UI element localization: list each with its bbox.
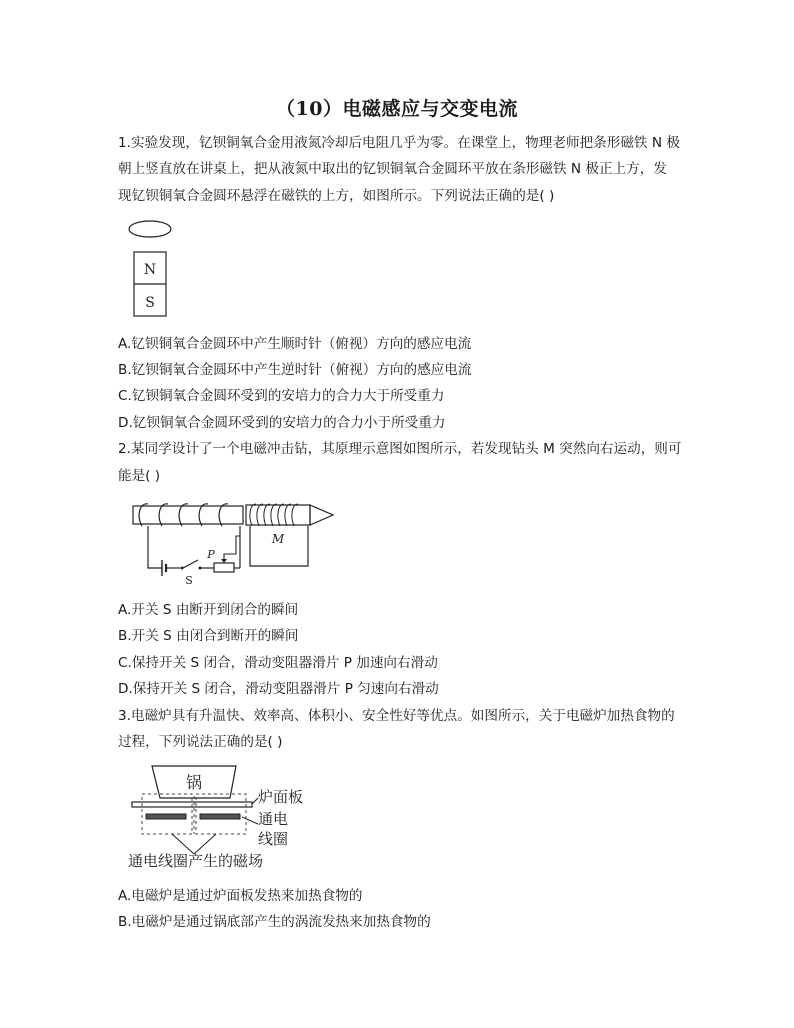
q3-figure-induction-cooker bbox=[124, 762, 314, 874]
solenoid-core bbox=[133, 506, 243, 524]
q3-option-b: B.电磁炉是通过锅底部产生的涡流发热来加热食物的 bbox=[118, 914, 431, 930]
q1-line-1: 1.实验发现，钇钡铜氧合金用液氮冷却后电阻几乎为零。在课堂上，物理老师把条形磁铁 N 极 bbox=[118, 135, 680, 151]
drill-coil bbox=[250, 504, 298, 526]
q3-option-a: A.电磁炉是通过炉面板发热来加热食物的 bbox=[118, 888, 363, 904]
superconducting-ring bbox=[129, 221, 171, 237]
q1-option-c: C.钇钡铜氧合金圆环受到的安培力的合力大于所受重力 bbox=[118, 388, 445, 404]
q2-option-d: D.保持开关 S 闭合，滑动变阻器滑片 P 匀速向右滑动 bbox=[118, 681, 439, 697]
q2-figure-impact-drill-circuit bbox=[128, 496, 338, 588]
q2-option-b: B.开关 S 由闭合到断开的瞬间 bbox=[118, 628, 299, 644]
q1-option-a: A.钇钡铜氧合金圆环中产生顺时针（俯视）方向的感应电流 bbox=[118, 336, 472, 352]
q1-line-3: 现钇钡铜氧合金圆环悬浮在磁铁的上方，如图所示。下列说法正确的是( ) bbox=[118, 188, 555, 204]
coil-label-1: 通电 bbox=[258, 810, 289, 828]
panel-label: 炉面板 bbox=[258, 788, 304, 806]
rheostat-slider bbox=[224, 536, 240, 562]
q1-figure-magnet-ring bbox=[124, 216, 184, 320]
switch bbox=[183, 560, 198, 568]
q2-option-c: C.保持开关 S 闭合，滑动变阻器滑片 P 加速向右滑动 bbox=[118, 655, 438, 671]
coil-left bbox=[146, 814, 186, 819]
q1-option-d: D.钇钡铜氧合金圆环受到的安培力的合力小于所受重力 bbox=[118, 415, 446, 431]
page-title: （10）电磁感应与交变电流 bbox=[276, 98, 518, 120]
pot-label: 锅 bbox=[185, 773, 203, 792]
q2-option-a: A.开关 S 由断开到闭合的瞬间 bbox=[118, 602, 299, 618]
q3-line-1: 3.电磁炉具有升温快、效率高、体积小、安全性好等优点。如图所示，关于电磁炉加热食物的 bbox=[118, 708, 675, 724]
slider-label: P bbox=[207, 548, 215, 561]
solenoid-coil bbox=[139, 504, 228, 526]
south-pole-label: S bbox=[145, 295, 155, 311]
field-label: 通电线圈产生的磁场 bbox=[128, 852, 264, 870]
coil-right bbox=[200, 814, 240, 819]
q2-line-1: 2.某同学设计了一个电磁冲击钻，其原理示意图如图所示，若发现钻头 M 突然向右运动，则可 bbox=[118, 441, 682, 457]
north-pole-label: N bbox=[143, 262, 157, 278]
coil-label-2: 线圈 bbox=[258, 830, 289, 848]
q1-option-b: B.钇钡铜氧合金圆环中产生逆时针（俯视）方向的感应电流 bbox=[118, 362, 472, 378]
q1-line-2: 朝上竖直放在讲桌上，把从液氮中取出的钇钡铜氧合金圆环平放在条形磁铁 N 极正上方，发 bbox=[118, 161, 667, 177]
rheostat bbox=[214, 563, 234, 572]
q3-line-2: 过程，下列说法正确的是( ) bbox=[118, 734, 283, 750]
q2-line-2: 能是( ) bbox=[118, 468, 161, 484]
drill-label: M bbox=[271, 532, 285, 546]
switch-label: S bbox=[185, 574, 193, 587]
